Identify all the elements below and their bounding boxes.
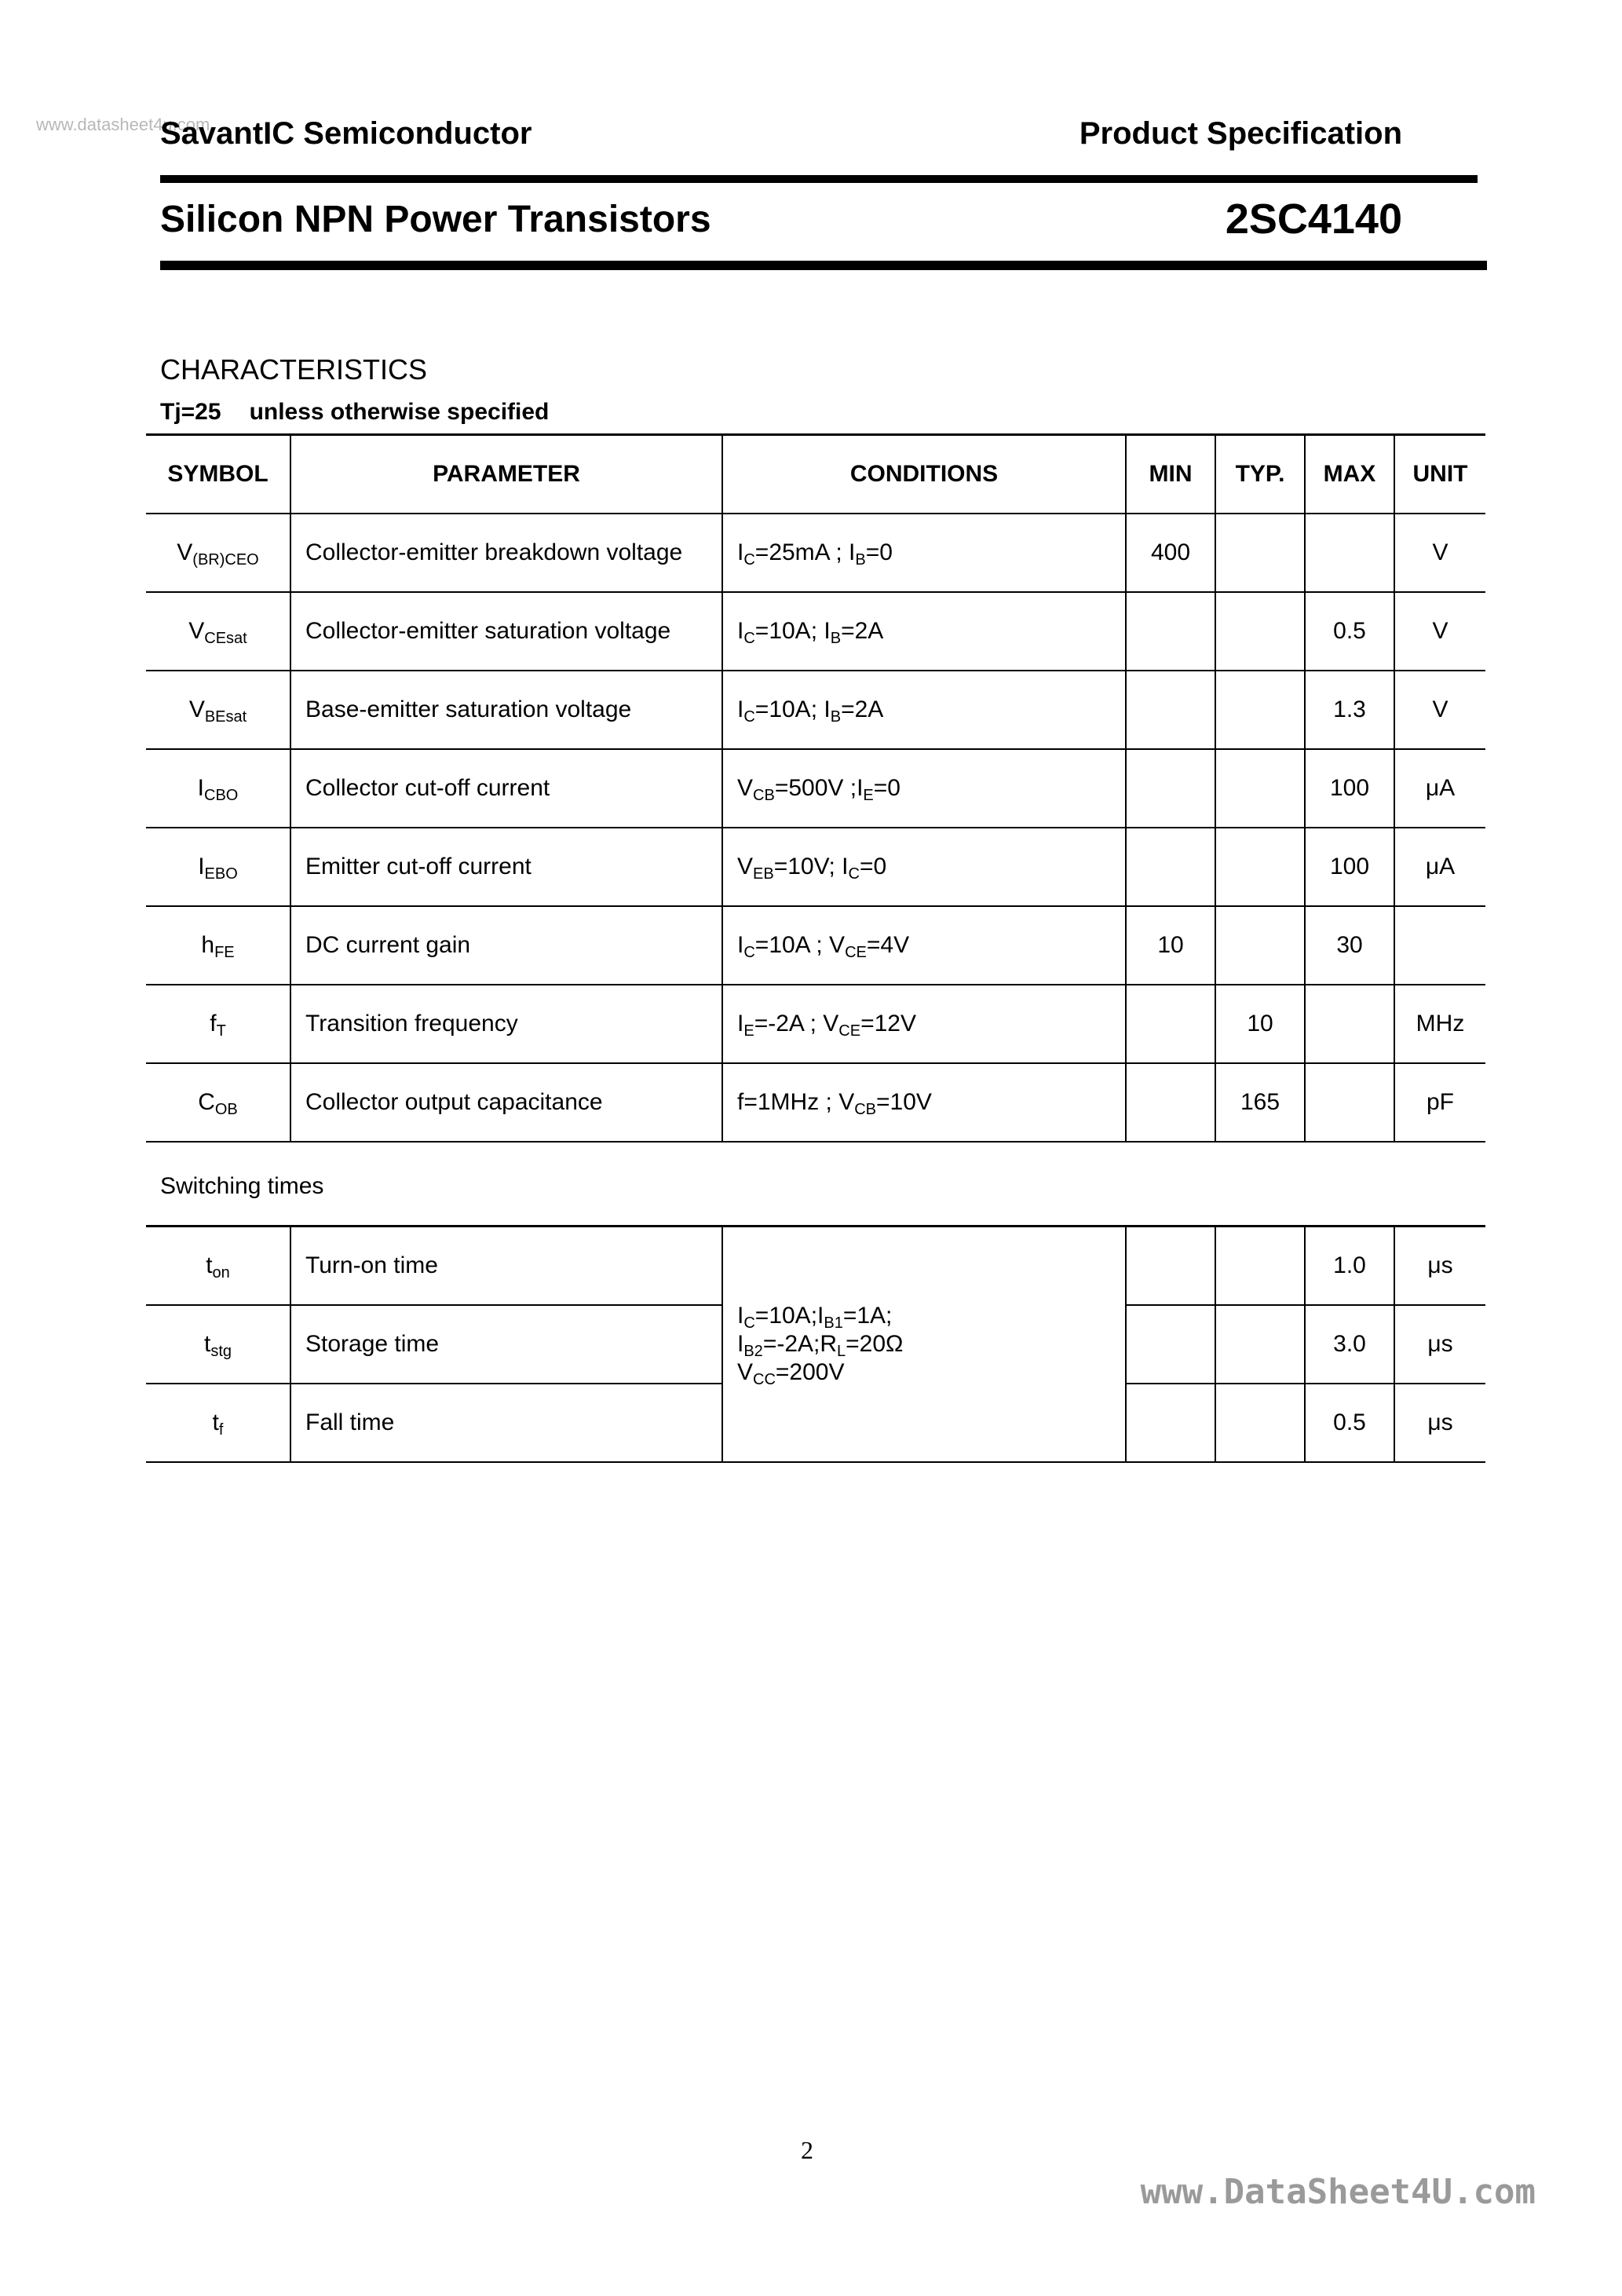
symbol-main: f [210,1010,217,1036]
condition-text: =20Ω [846,1330,904,1357]
condition-subscript: CC [753,1370,776,1388]
max-cell [1305,1063,1394,1142]
min-cell [1126,749,1215,828]
symbol-cell [146,985,290,1063]
parameter-cell: Collector-emitter breakdown voltage [290,514,722,592]
condition-text: =2A [841,617,884,644]
parameter-cell: Collector cut-off current [290,749,722,828]
symbol-main: t [212,1409,219,1435]
condition-text: I [737,539,744,565]
part-number: 2SC4140 [1225,196,1402,243]
unit-cell [1394,906,1485,985]
typ-cell [1215,906,1305,985]
symbol-main: h [201,931,215,958]
condition-text: V [737,853,754,879]
typ-cell [1215,1384,1305,1462]
symbol-subscript: CEsat [204,629,247,647]
max-cell: 3.0 [1305,1305,1394,1384]
condition-text: =12V [860,1010,916,1036]
typ-cell [1215,1305,1305,1384]
symbol-subscript: EBO [204,865,238,883]
parameter-cell: Fall time [290,1384,722,1462]
max-cell: 100 [1305,749,1394,828]
symbol-subscript: (BR)CEO [192,550,259,569]
min-cell [1126,1384,1215,1462]
conditions-cell [722,906,1126,985]
unit-cell: μs [1394,1384,1485,1462]
conditions-cell [722,1063,1126,1142]
condition-subscript: CE [845,943,867,961]
symbol-cell [146,1063,290,1142]
condition-text: V [737,774,754,801]
max-cell [1305,985,1394,1063]
symbol-subscript: stg [210,1342,232,1360]
min-cell [1126,985,1215,1063]
table-row [146,906,1485,985]
symbol-main: t [206,1252,213,1278]
table-row [146,1063,1485,1142]
switching-times-table [146,1225,1485,1463]
max-cell: 0.5 [1305,1384,1394,1462]
condition-text: =0 [859,853,887,879]
table-row [146,671,1485,749]
symbol-subscript: FE [214,943,235,961]
conditions-cell [722,514,1126,592]
condition-text: =1A; [842,1302,893,1329]
condition-subscript: E [743,1022,754,1040]
max-cell: 30 [1305,906,1394,985]
condition-text: =0 [865,539,893,565]
condition-subscript: C [743,629,755,647]
document-title: Silicon NPN Power Transistors [160,199,711,240]
symbol-cell [146,828,290,906]
condition-text: I [737,1010,744,1036]
typ-cell: 165 [1215,1063,1305,1142]
parameter-cell: Collector output capacitance [290,1063,722,1142]
header-symbol: SYMBOL [146,435,290,514]
condition-text: R [820,1330,838,1357]
parameter-cell: Transition frequency [290,985,722,1063]
condition-subscript: B2 [743,1342,763,1360]
condition-subscript: B [830,707,842,726]
symbol-subscript: BEsat [204,707,247,726]
typ-cell: 10 [1215,985,1305,1063]
max-cell: 1.0 [1305,1227,1394,1305]
condition-subscript: C [743,1314,755,1332]
unit-cell: V [1394,592,1485,671]
min-cell [1126,1305,1215,1384]
symbol-main: V [177,539,193,565]
max-cell: 100 [1305,828,1394,906]
condition-subscript: CB [753,786,775,804]
document-type: Product Specification [1079,116,1402,151]
parameter-cell: Collector-emitter saturation voltage [290,592,722,671]
condition-text: I [849,539,856,565]
condition-text: I [737,1330,744,1357]
condition-subscript: C [743,943,755,961]
condition-text: =200V [775,1358,845,1385]
condition-text: V [823,1010,839,1036]
typ-cell [1215,828,1305,906]
unit-cell: μA [1394,749,1485,828]
condition-subscript: B [830,629,842,647]
parameter-cell: Emitter cut-off current [290,828,722,906]
min-cell: 10 [1126,906,1215,985]
typ-cell [1215,749,1305,828]
min-cell [1126,671,1215,749]
symbol-cell [146,749,290,828]
unit-cell: pF [1394,1063,1485,1142]
parameter-cell: DC current gain [290,906,722,985]
min-cell [1126,1063,1215,1142]
symbol-subscript: CBO [204,786,239,804]
condition-subscript: C [848,865,860,883]
symbol-main: V [188,696,205,722]
symbol-cell [146,1384,290,1462]
symbol-cell [146,514,290,592]
condition-subscript: EB [753,865,774,883]
condition-text: =-2A; [762,1330,820,1357]
unit-cell: μs [1394,1305,1485,1384]
symbol-main: t [203,1330,211,1357]
switching-conditions-cell [722,1227,1126,1462]
symbol-cell [146,1305,290,1384]
condition-text: =10A ; [754,931,830,958]
condition-text: I [737,617,744,644]
max-cell: 0.5 [1305,592,1394,671]
min-cell [1126,592,1215,671]
unit-cell: MHz [1394,985,1485,1063]
condition-text: I [857,774,864,801]
table-header-row [146,435,1485,514]
company-name: SavantIC Semiconductor [160,116,532,151]
typ-cell [1215,592,1305,671]
condition-text: I [737,696,744,722]
symbol-subscript: on [212,1263,230,1281]
condition-text: =10V [876,1088,932,1115]
table-row [146,749,1485,828]
table-row [146,514,1485,592]
symbol-cell [146,906,290,985]
condition-text: I [817,1302,824,1329]
table-row [146,592,1485,671]
min-cell: 400 [1126,514,1215,592]
condition-subscript: CB [854,1100,877,1118]
condition-text: =10A; [754,617,824,644]
table-row [146,985,1485,1063]
unit-cell: V [1394,514,1485,592]
condition-text: I [824,617,831,644]
condition-text: =0 [873,774,901,801]
condition-text: V [829,931,846,958]
condition-text: =10V; [773,853,842,879]
condition-text: I [824,696,831,722]
condition-text: V [737,1358,754,1385]
header-parameter: PARAMETER [290,435,722,514]
parameter-cell: Turn-on time [290,1227,722,1305]
condition-subscript: B1 [824,1314,843,1332]
symbol-main: V [188,617,205,644]
unit-cell: μA [1394,828,1485,906]
condition-subscript: C [743,550,755,569]
symbol-main: I [198,853,205,879]
condition-text: I [737,1302,744,1329]
header-conditions: CONDITIONS [722,435,1126,514]
parameter-cell: Base-emitter saturation voltage [290,671,722,749]
typ-cell [1215,671,1305,749]
condition-text: =10A; [754,696,824,722]
switching-row [146,1227,1485,1305]
symbol-cell [146,592,290,671]
condition-subscript: L [837,1342,846,1360]
typ-cell [1215,514,1305,592]
condition-text: =-2A ; [754,1010,824,1036]
condition-text: =4V [866,931,910,958]
conditions-cell [722,985,1126,1063]
symbol-main: C [198,1088,215,1115]
symbol-cell [146,1227,290,1305]
switching-times-label: Switching times [160,1173,324,1199]
condition-text: =2A [841,696,884,722]
condition-note: unless otherwise specified [249,399,550,425]
typ-cell [1215,1227,1305,1305]
parameter-cell: Storage time [290,1305,722,1384]
header-rule-top [160,175,1478,183]
symbol-subscript: f [218,1420,224,1439]
test-condition-line [160,399,577,426]
header-max: MAX [1305,435,1394,514]
min-cell [1126,828,1215,906]
header-typ: TYP. [1215,435,1305,514]
header-unit: UNIT [1394,435,1485,514]
header-min: MIN [1126,435,1215,514]
symbol-cell [146,671,290,749]
min-cell [1126,1227,1215,1305]
page-number: 2 [801,2136,813,2164]
section-heading: CHARACTERISTICS [160,353,428,386]
condition-text: =500V ; [774,774,857,801]
condition-text: =25mA ; [754,539,849,565]
unit-cell: μs [1394,1227,1485,1305]
condition-text: =10A; [754,1302,818,1329]
characteristics-table [146,433,1485,1143]
condition-text: I [842,853,849,879]
symbol-subscript: OB [214,1100,238,1118]
condition-text: f=1MHz ; V [737,1088,855,1115]
header-rule-bottom [160,261,1487,270]
max-cell [1305,514,1394,592]
symbol-main: I [197,774,204,801]
conditions-cell [722,828,1126,906]
condition-text: I [737,931,744,958]
condition-subscript: B [855,550,866,569]
conditions-cell [722,749,1126,828]
max-cell: 1.3 [1305,671,1394,749]
watermark-bottom: www.DataSheet4U.com [1140,2172,1536,2212]
table-row [146,828,1485,906]
condition-subscript: CE [838,1022,861,1040]
condition-subscript: E [863,786,874,804]
conditions-cell [722,592,1126,671]
symbol-subscript: T [216,1022,226,1040]
conditions-cell [722,671,1126,749]
temperature-condition: Tj=25 [160,399,221,425]
watermark-top: www.datasheet4u.com [36,115,210,134]
condition-subscript: C [743,707,755,726]
unit-cell: V [1394,671,1485,749]
